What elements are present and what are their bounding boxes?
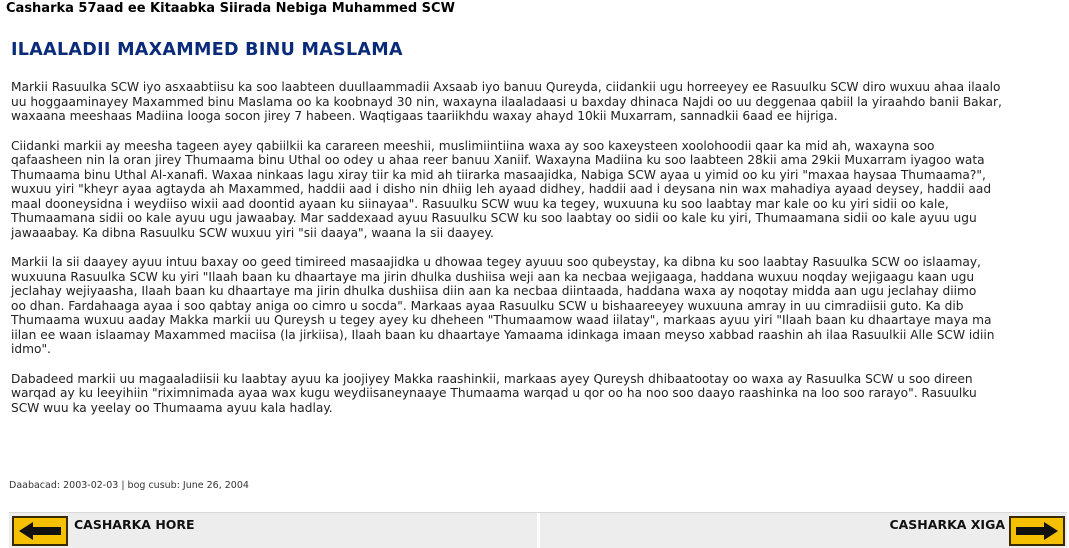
- previous-lesson-label[interactable]: CASHARKA HORE: [74, 517, 195, 532]
- page-title: ILAALADII MAXAMMED BINU MASLAMA: [11, 40, 403, 60]
- page-header-title: Casharka 57aad ee Kitaabka Siirada Nebiga Muhammed SCW: [6, 1, 455, 16]
- next-lesson-label[interactable]: CASHARKA XIGA: [889, 517, 1005, 532]
- article-paragraph-2: Ciidanki markii ay meesha tageen ayey qabiilkii ka carareen meeshii, muslimiintiina waxa ay soo kaxeysteen xoolohoodii qaar ka mid ah, waxayna soo qafaasheen nin la oran jirey Thumaama binu Uthal oo odey u ahaa reer banuu Xaniif. Waxayna Madiina ku soo laabteen 28kii ama 29kii Muxarram iyagoo wata Thumaama binu Uthal Al-xanafi. Waxaa ninkaas lagu xiray tiir ka mid ah tiirarka masaajidka, Nabiga SCW ayaa u yimid oo ku yiri "maxaa haysaa Thumaama?", wuxuu yiri "kheyr ayaa agtayda ah Maxammed, haddii aad i disho nin dhiig leh ayaad didhey, haddii aad i deysana nin wax mahadiya ayaad deysey, haddii aad maal dooneysidna i weydiiso wixii aad doontid ayaan ku siinayaa". Rasuulku SCW wuu ka tegey, wuxuuna ku soo laabtay mar kale oo ku yiri sidii oo kale, Thumaamana sidii oo kale ayuu ugu jawaabay. Mar saddexaad ayuu Rasuulku SCW ku soo laabtay oo sidii oo kale ku yiri, Thumaamana sidii oo kale ayuu ugu jawaaabay. Ka dibna Rasuulku SCW wuxuu yiri "sii daaya", waana la sii daayey.: [11, 138, 992, 240]
- article-paragraph-3: Markii la sii daayey ayuu intuu baxay oo geed timireed masaajidka u dhowaa tegey ayuuu soo qubeystay, ka dibna ku soo laabtay Rasuulka SCW oo islaamay, wuxuuna Rasuulka SCW ku yiri "Ilaah baan ku dhaartaye ma jirin dhulka dushiisa weji aan ka necbaa wejigaaga, haddana wuxuu noqday wejigaagu kaan ugu jeclahay wejiyaasha, Ilaah baan ku dhaartaye ma jirin dhulka dushiisa diin aan ka necbaa diintaada, haddana waxa ay noqotay midda aan ugu jeclahay diimo oo dhan. Fardahaaga ayaa i soo qabtay aniga oo cimro u socda". Markaas ayaa Rasuulku SCW u bishaareeyey wuxuuna amray in uu cimradiisii guto. Ka dib Thumaama wuxuu aaday Makka markii uu Qureysh u tegey ayey ku dheheen "Thumaamow waad iilatay", markaas ayuu yiri "Ilaah baan ku dhaartaye maya ma iilan ee waan islaamay Maxammed maciisa (la jirkiisa), Ilaah baan ku dhaartaye Yamaama idinkaga imaan meyso xabbad raashin ah ilaa Rasuulkii Alle SCW idiin idmo".: [11, 255, 995, 356]
- publication-dates: Daabacad: 2003-02-03 | bog cusub: June 26, 2004: [9, 480, 249, 491]
- lesson-navigation-bar: [9, 512, 1067, 548]
- article-paragraph-1: Markii Rasuulka SCW iyo asxaabtiisu ka soo laabteen duullaammadii Axsaab iyo banuu Qureyda, ciidankii ugu horreeyey ee Rasuulku SCW diro wuxuu ahaa ilaalo uu hoggaaminayey Maxammed binu Maslama oo ka koobnayd 30 nin, waxayna ilaaladaasi u baxday dhinaca Najdi oo uu deggenaa qabiil la yiraahdo banii Bakar, waxaana meeshaas Madiina looga socon jirey 7 habeen. Waqtigaas taariikhdu waxay ahayd 10kii Muxarram, sannadkii 6aad ee hijriga.: [11, 80, 1002, 123]
- arrow-left-icon[interactable]: [12, 516, 68, 546]
- article-body: [11, 80, 1061, 430]
- article-paragraph-4: Dabadeed markii uu magaaladiisii ku laabtay ayuu ka joojiyey Makka raashinkii, markaas ayey Qureysh dhibaatootay oo waxa ay Rasuulka SCW u soo direen warqad ay ku leeyihiin "riximnimada ayaa wax kugu weydiisaneynaaye Thumaama warqad u qor oo ha noo soo daayo raashinka na loo soo rarayo". Rasuulku SCW wuu ka yeelay oo Thumaama ayuu kala hadlay.: [11, 371, 977, 415]
- nav-divider: [537, 513, 540, 548]
- arrow-right-icon[interactable]: [1009, 516, 1065, 546]
